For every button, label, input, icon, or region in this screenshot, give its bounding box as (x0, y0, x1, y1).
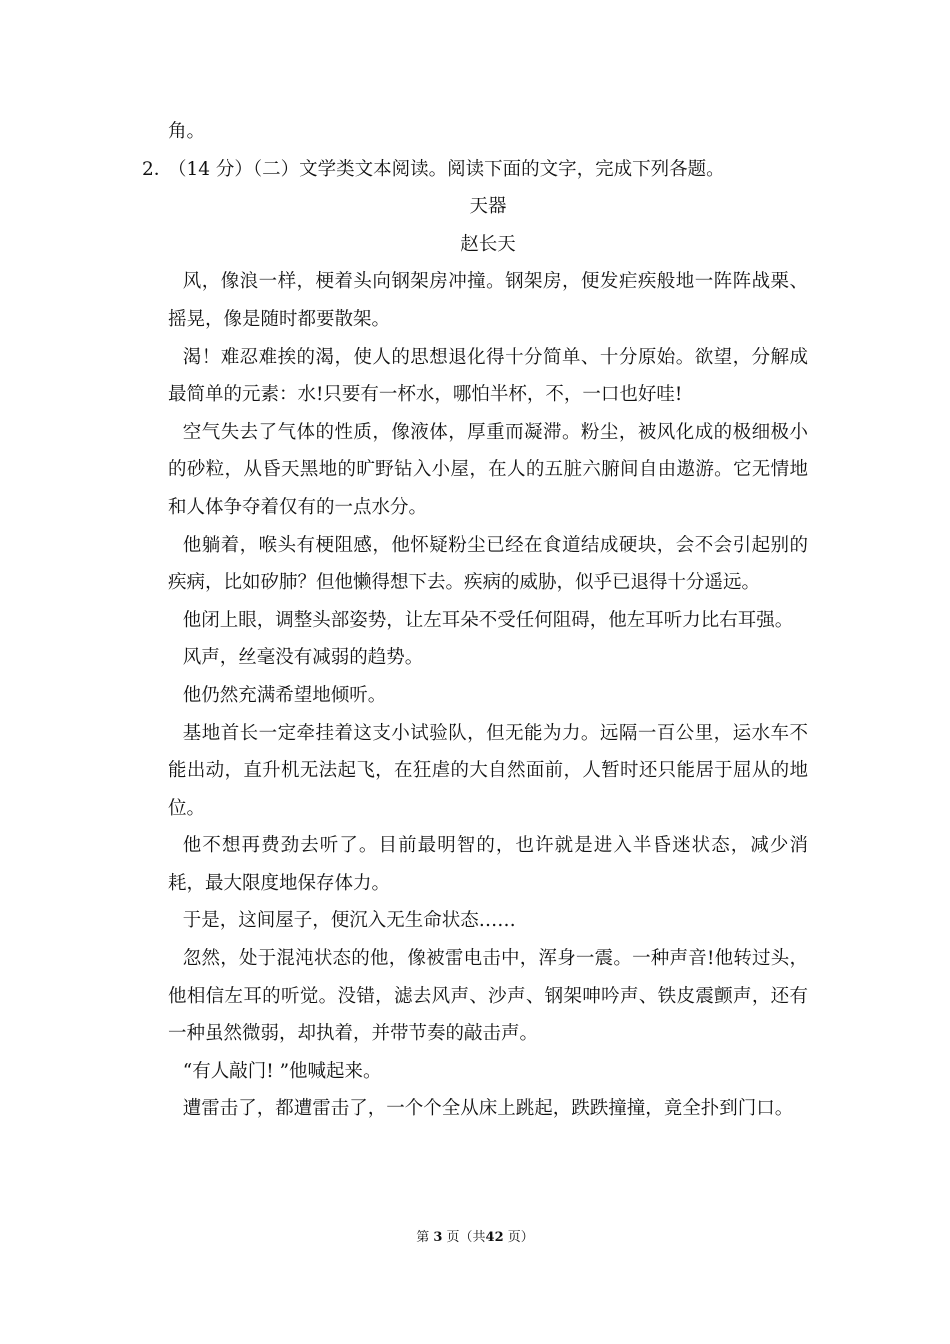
story-paragraph: 忽然，处于混沌状态的他，像被雷电击中，浑身一震。一种声音!他转过头，他相信左耳的听觉。没错，滤去风声、沙声、钢架呻吟声、铁皮震颤声，还有一种虽然微弱，却执着，并带节奏的敲击声。 (168, 948, 808, 1045)
story-paragraph: 他不想再费劲去听了。目前最明智的，也许就是进入半昏迷状态，减少消耗，最大限度地保存体力。 (168, 835, 808, 894)
footer-middle: 页（共 (446, 1230, 486, 1245)
footer-prefix: 第 (416, 1230, 430, 1245)
story-paragraph: “有人敲门! ”他喊起来。 (182, 1060, 382, 1082)
story-paragraph: 于是，这间屋子，便沉入无生命状态…… (182, 910, 516, 932)
story-author: 赵长天 (460, 233, 516, 255)
story-paragraph: 风声，丝毫没有减弱的趋势。 (182, 647, 424, 669)
question-number: 2． (142, 158, 173, 180)
page-content (142, 113, 808, 1128)
footer-page-number: 3 (433, 1230, 443, 1245)
footer-suffix: 页） (507, 1230, 534, 1245)
story-paragraph: 他闭上眼，调整头部姿势，让左耳朵不受任何阻碍，他左耳听力比右耳强。 (182, 609, 794, 631)
footer-total-pages: 42 (485, 1230, 504, 1245)
story-paragraph: 风，像浪一样，梗着头向钢架房冲撞。钢架房，便发疟疾般地一阵阵战栗、摇晃，像是随时都要散架。 (168, 271, 808, 330)
previous-question-tail: 角。 (168, 121, 206, 142)
story-title: 天器 (469, 196, 507, 218)
question-text: （14 分）（二）文学类文本阅读。阅读下面的文字，完成下列各题。 (168, 158, 725, 180)
story-paragraph: 渴！难忍难挨的渴，使人的思想退化得十分简单、十分原始。欲望，分解成最简单的元素：水!只要有一杯水，哪怕半杯，不，一口也好哇! (168, 346, 808, 406)
story-paragraph: 他仍然充满希望地倾听。 (182, 684, 387, 706)
story-paragraph: 基地首长一定牵挂着这支小试验队，但无能为力。远隔一百公里，运水车不能出动，直升机无法起飞，在狂虐的大自然面前，人暂时还只能居于屈从的地位。 (168, 722, 808, 819)
story-paragraph: 空气失去了气体的性质，像液体，厚重而凝滞。粉尘，被风化成的极细极小的砂粒，从昏天黑地的旷野钻入小屋，在人的五脏六腑间自由遨游。它无情地和人体争夺着仅有的一点水分。 (168, 421, 808, 518)
story-paragraph: 他躺着，喉头有梗阻感，他怀疑粉尘已经在食道结成硬块，会不会引起别的疾病，比如矽肺？但他懒得想下去。疾病的威胁，似乎已退得十分遥远。 (168, 534, 808, 594)
question-header (142, 151, 808, 189)
page-footer (0, 1226, 950, 1245)
story-paragraph: 遭雷击了，都遭雷击了，一个个全从床上跳起，跌跌撞撞，竟全扑到门口。 (182, 1098, 794, 1120)
